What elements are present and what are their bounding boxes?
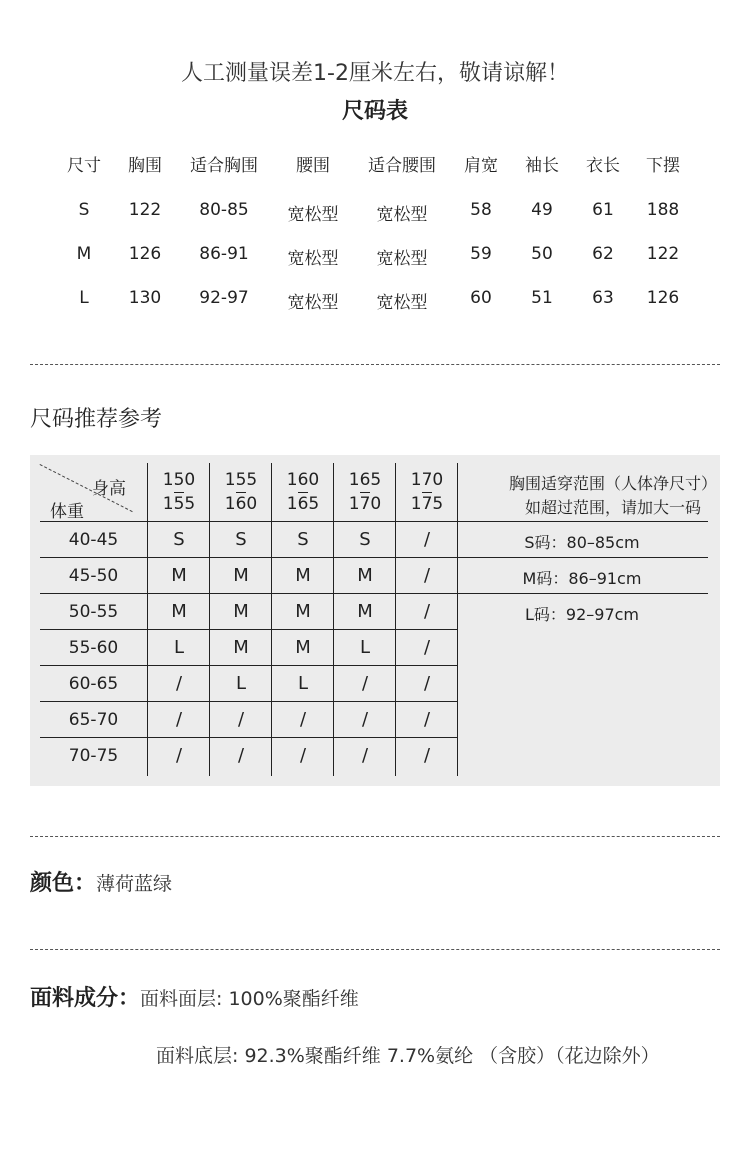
recommended-size: / [175, 709, 183, 730]
recommended-size: S [359, 529, 371, 550]
fabric-row [30, 981, 359, 1012]
color-value: 薄荷蓝绿 [96, 873, 173, 895]
recommended-size: S [235, 529, 247, 550]
page-title: 尺码表 [341, 99, 408, 124]
size-table-cell: M [76, 244, 92, 264]
note-header-line2: 如超过范围，请加大一码 [524, 498, 701, 517]
size-table-cell: 80-85 [199, 200, 249, 220]
recommended-size: M [357, 601, 373, 622]
size-table-cell: 188 [646, 200, 680, 220]
recommended-size: M [233, 565, 249, 586]
recommend-table [30, 455, 720, 786]
size-table-cell: 宽松型 [376, 249, 428, 269]
size-table-header: 适合腰围 [368, 156, 436, 176]
recommended-size: / [423, 529, 431, 550]
recommended-size: / [299, 709, 307, 730]
recommended-size: / [361, 709, 369, 730]
grid-hline [457, 521, 708, 522]
weight-range: 50-55 [68, 602, 119, 622]
recommended-size: M [233, 637, 249, 658]
recommended-size: M [233, 601, 249, 622]
recommended-size: / [237, 709, 245, 730]
fabric-line2: 面料底层: 92.3%聚酯纤维 7.7%氨纶 （含胶）（花边除外） [156, 1045, 660, 1067]
height-range [334, 469, 396, 515]
size-table-cell: 宽松型 [376, 293, 428, 313]
height-range-top: 160 [286, 470, 320, 490]
recommended-size: M [295, 601, 311, 622]
size-table-cell: 59 [470, 244, 492, 264]
divider [30, 836, 720, 837]
corner-weight-label: 体重 [50, 502, 84, 522]
size-table-cell: 126 [128, 244, 162, 264]
grid-hline [40, 665, 457, 666]
weight-range: 55-60 [68, 638, 119, 658]
recommended-size: M [171, 565, 187, 586]
size-table-cell: 60 [470, 288, 492, 308]
recommended-size: / [423, 637, 431, 658]
recommended-size: L [173, 637, 185, 658]
size-table-cell: 宽松型 [287, 293, 339, 313]
size-table-cell: 62 [592, 244, 614, 264]
height-range [148, 469, 210, 515]
size-table-cell: 122 [646, 244, 680, 264]
height-range-bottom: 165 [286, 494, 320, 514]
fabric-line1: 面料面层: 100%聚酯纤维 [140, 988, 359, 1010]
size-table-header: 尺寸 [67, 156, 101, 176]
size-chest-note: S码：80–85cm [524, 533, 640, 552]
recommended-size: M [357, 565, 373, 586]
height-range-top: 155 [224, 470, 258, 490]
recommended-size: / [423, 745, 431, 766]
size-table-cell: 86-91 [199, 244, 249, 264]
grid-hline [40, 557, 457, 558]
recommended-size: L [235, 673, 247, 694]
size-table-cell: 126 [646, 288, 680, 308]
height-range-bottom: 175 [410, 494, 444, 514]
height-range-top: 150 [162, 470, 196, 490]
size-table-header: 下摆 [646, 156, 680, 176]
size-table-cell: 63 [592, 288, 614, 308]
height-range [396, 469, 458, 515]
grid-hline [457, 557, 708, 558]
size-table-header: 袖长 [525, 156, 559, 176]
fabric-label: 面料成分： [30, 986, 141, 1011]
size-table-cell: L [79, 288, 89, 308]
note-header-line1: 胸围适穿范围（人体净尺寸） [508, 474, 717, 493]
weight-range: 40-45 [68, 530, 119, 550]
size-table-header: 腰围 [296, 156, 330, 176]
weight-range: 70-75 [68, 746, 119, 766]
recommended-size: L [297, 673, 309, 694]
grid-hline [40, 521, 457, 522]
color-row [30, 866, 172, 897]
color-label: 颜色： [30, 871, 97, 896]
size-table-cell: 51 [531, 288, 553, 308]
grid-hline [40, 701, 457, 702]
size-table-cell: 61 [592, 200, 614, 220]
height-range-bottom: 170 [348, 494, 382, 514]
grid-hline [40, 737, 457, 738]
recommended-size: / [423, 565, 431, 586]
recommended-size: / [423, 601, 431, 622]
grid-hline [457, 593, 708, 594]
size-table-header: 胸围 [128, 156, 162, 176]
size-table-cell: 宽松型 [287, 249, 339, 269]
size-chest-note: M码：86–91cm [522, 569, 642, 588]
recommended-size: / [361, 745, 369, 766]
recommended-size: / [237, 745, 245, 766]
recommended-size: / [423, 673, 431, 694]
recommended-size: / [299, 745, 307, 766]
recommended-size: / [175, 673, 183, 694]
recommend-title: 尺码推荐参考 [30, 407, 163, 432]
size-table-cell: 58 [470, 200, 492, 220]
recommended-size: / [361, 673, 369, 694]
recommended-size: M [295, 637, 311, 658]
size-table-cell: 宽松型 [287, 205, 339, 225]
recommended-size: S [173, 529, 185, 550]
size-chest-note: L码：92–97cm [524, 605, 640, 624]
height-range-top: 165 [348, 470, 382, 490]
size-table-cell: 130 [128, 288, 162, 308]
recommended-size: S [297, 529, 309, 550]
height-range-bottom: 160 [224, 494, 258, 514]
weight-range: 65-70 [68, 710, 119, 730]
divider [30, 364, 720, 365]
weight-range: 60-65 [68, 674, 119, 694]
grid-hline [40, 593, 457, 594]
size-table-cell: 49 [531, 200, 553, 220]
size-table-header: 适合胸围 [190, 156, 258, 176]
height-range-bottom: 155 [162, 494, 196, 514]
recommended-size: M [295, 565, 311, 586]
recommended-size: M [171, 601, 187, 622]
weight-range: 45-50 [68, 566, 119, 586]
height-range-top: 170 [410, 470, 444, 490]
grid-hline [40, 629, 457, 630]
size-table-cell: 122 [128, 200, 162, 220]
recommended-size: / [423, 709, 431, 730]
height-range [272, 469, 334, 515]
size-table-header: 衣长 [586, 156, 620, 176]
size-table-cell: 50 [531, 244, 553, 264]
size-table-cell: 92-97 [199, 288, 249, 308]
size-table-cell: S [78, 200, 90, 220]
corner-height-label: 身高 [92, 479, 126, 499]
measurement-note: 人工测量误差1-2厘米左右，敬请谅解！ [181, 61, 569, 86]
size-table-header: 肩宽 [464, 156, 498, 176]
size-table-cell: 宽松型 [376, 205, 428, 225]
recommended-size: L [359, 637, 371, 658]
recommended-size: / [175, 745, 183, 766]
divider [30, 949, 720, 950]
height-range [210, 469, 272, 515]
